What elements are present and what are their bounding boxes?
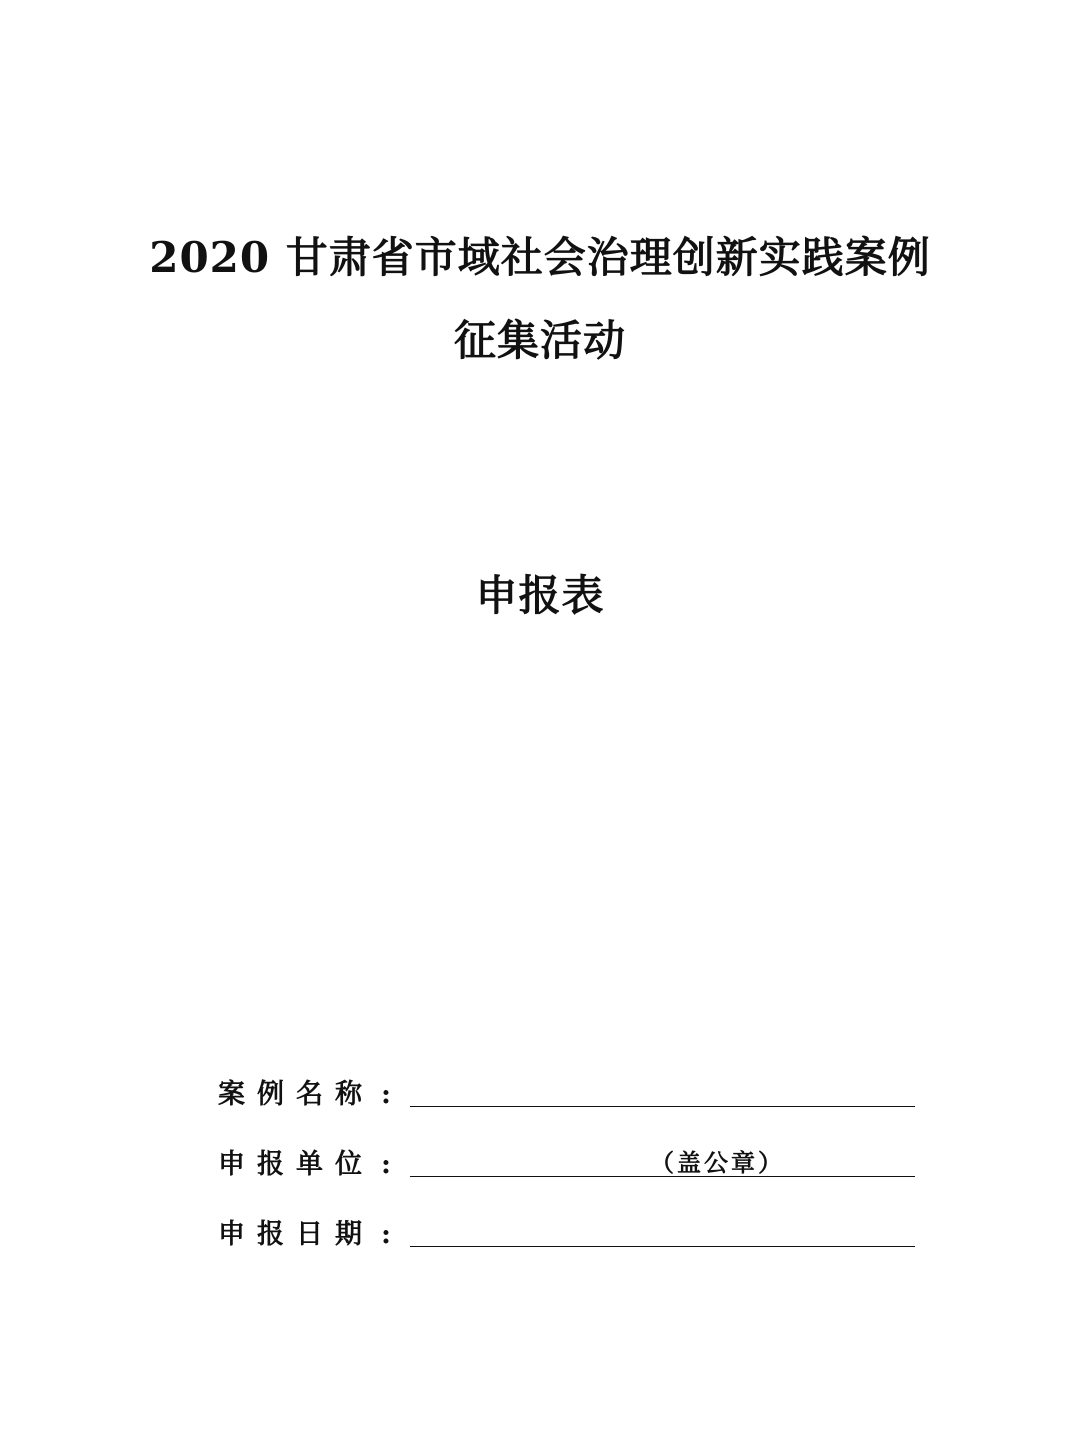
applicant-unit-field[interactable] <box>218 1145 918 1189</box>
case-name-label: 案例名称 <box>218 1079 374 1110</box>
application-date-field[interactable] <box>218 1215 918 1259</box>
case-name-underline[interactable] <box>410 1106 915 1107</box>
application-date-colon: : <box>381 1219 391 1250</box>
form-title: 申报表 <box>475 571 605 620</box>
application-date-underline[interactable] <box>410 1246 915 1247</box>
applicant-unit-colon: : <box>381 1149 391 1180</box>
application-date-label: 申报日期 <box>218 1219 374 1250</box>
document-title-line-2: 征集活动 <box>453 316 626 365</box>
document-title-line-1: 2020 甘肃省市域社会治理创新实践案例 <box>149 233 931 282</box>
case-name-colon: : <box>381 1079 391 1110</box>
applicant-unit-label: 申报单位 <box>218 1149 374 1180</box>
case-name-field[interactable] <box>218 1075 918 1119</box>
official-seal-note: （盖公章） <box>650 1148 785 1177</box>
